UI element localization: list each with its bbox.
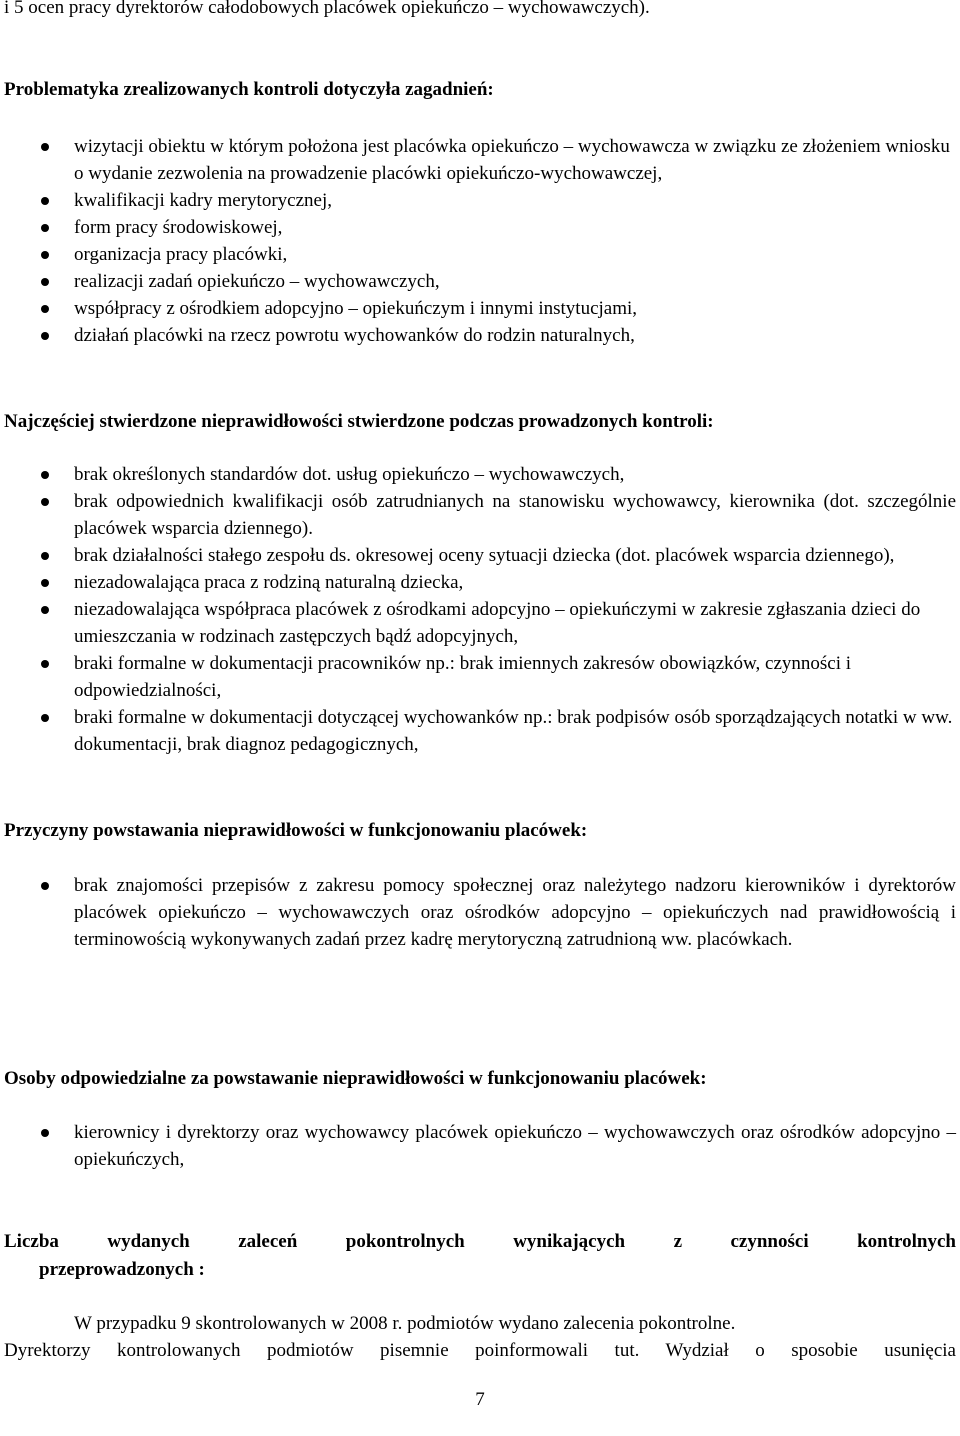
bullet-icon	[41, 332, 49, 340]
bullet-icon	[41, 143, 49, 151]
section-heading-recommendations: Liczba wydanych zaleceń pokontrolnych wynikających z czynności kontrolnych	[4, 1231, 956, 1252]
section-heading-causes: Przyczyny powstawania nieprawidłowości w funkcjonowaniu placówek:	[4, 820, 588, 841]
section-heading-irregularities: Najczęściej stwierdzone nieprawidłowości stwierdzone podczas prowadzonych kontroli:	[4, 411, 714, 432]
section-heading-recommendations-cont: przeprowadzonych :	[39, 1259, 205, 1280]
list-item: niezadowalająca praca z rodziną naturalną dziecka,	[0, 569, 960, 596]
responsible-list	[0, 1119, 960, 1173]
list-item: brak znajomości przepisów z zakresu pomocy społecznej oraz należytego nadzoru kierowników i dyrektorów placówek opiekuńczo – wychowawczych oraz ośrodków adopcyjno – opiekuńczych nad prawidłowością i terminowością wykonywanych zadań przez kadrę merytoryczną zatrudnioną ww. placówkach.	[0, 872, 960, 953]
recommendations-paragraph-line2: Dyrektorzy kontrolowanych podmiotów pisemnie poinformowali tut. Wydział o sposobie usunięcia	[4, 1340, 956, 1361]
bullet-icon	[41, 552, 49, 560]
intro-line: i 5 ocen pracy dyrektorów całodobowych placówek opiekuńczo – wychowawczych).	[4, 0, 650, 18]
list-item: wizytacji obiektu w którym położona jest placówka opiekuńczo – wychowawcza w związku ze złożeniem wniosku o wydanie zezwolenia na prowadzenie placówki opiekuńczo-wychowawczej,	[0, 133, 960, 187]
bullet-icon	[41, 498, 49, 506]
list-item: braki formalne w dokumentacji dotyczącej wychowanków np.: brak podpisów osób sporządzających notatki w ww. dokumentacji, brak diagnoz pedagogicznych,	[0, 704, 960, 758]
bullet-icon	[41, 305, 49, 313]
bullet-icon	[41, 278, 49, 286]
bullet-icon	[41, 1129, 49, 1137]
bullet-icon	[41, 579, 49, 587]
list-item: działań placówki na rzecz powrotu wychowanków do rodzin naturalnych,	[0, 322, 960, 349]
bullet-icon	[41, 660, 49, 668]
irregularities-list	[0, 461, 960, 758]
list-item: form pracy środowiskowej,	[0, 214, 960, 241]
section-heading-responsible: Osoby odpowiedzialne za powstawanie nieprawidłowości w funkcjonowaniu placówek:	[4, 1068, 707, 1089]
list-item: brak odpowiednich kwalifikacji osób zatrudnianych na stanowisku wychowawcy, kierownika (dot. szczególnie placówek wsparcia dziennego).	[0, 488, 960, 542]
list-item: niezadowalająca współpraca placówek z ośrodkami adopcyjno – opiekuńczymi w zakresie zgłaszania dzieci do umieszczania w rodzinach zastępczych bądź adopcyjnych,	[0, 596, 960, 650]
causes-list	[0, 872, 960, 953]
list-item: organizacja pracy placówki,	[0, 241, 960, 268]
bullet-icon	[41, 714, 49, 722]
section-heading-issues: Problematyka zrealizowanych kontroli dotyczyła zagadnień:	[4, 79, 494, 100]
list-item: współpracy z ośrodkiem adopcyjno – opiekuńczym i innymi instytucjami,	[0, 295, 960, 322]
list-item: brak działalności stałego zespołu ds. okresowej oceny sytuacji dziecka (dot. placówek wsparcia dziennego),	[0, 542, 960, 569]
list-item: brak określonych standardów dot. usług opiekuńczo – wychowawczych,	[0, 461, 960, 488]
list-item: kierownicy i dyrektorzy oraz wychowawcy placówek opiekuńczo – wychowawczych oraz ośrodków adopcyjno – opiekuńczych,	[0, 1119, 960, 1173]
list-item: kwalifikacji kadry merytorycznej,	[0, 187, 960, 214]
list-item: braki formalne w dokumentacji pracowników np.: brak imiennych zakresów obowiązków, czynności i odpowiedzialności,	[0, 650, 960, 704]
bullet-icon	[41, 471, 49, 479]
bullet-icon	[41, 606, 49, 614]
bullet-icon	[41, 882, 49, 890]
page-number: 7	[475, 1389, 485, 1410]
recommendations-paragraph-line1: W przypadku 9 skontrolowanych w 2008 r. podmiotów wydano zalecenia pokontrolne.	[74, 1313, 736, 1334]
bullet-icon	[41, 224, 49, 232]
bullet-icon	[41, 197, 49, 205]
list-item: realizacji zadań opiekuńczo – wychowawczych,	[0, 268, 960, 295]
bullet-icon	[41, 251, 49, 259]
issues-list	[0, 133, 960, 349]
